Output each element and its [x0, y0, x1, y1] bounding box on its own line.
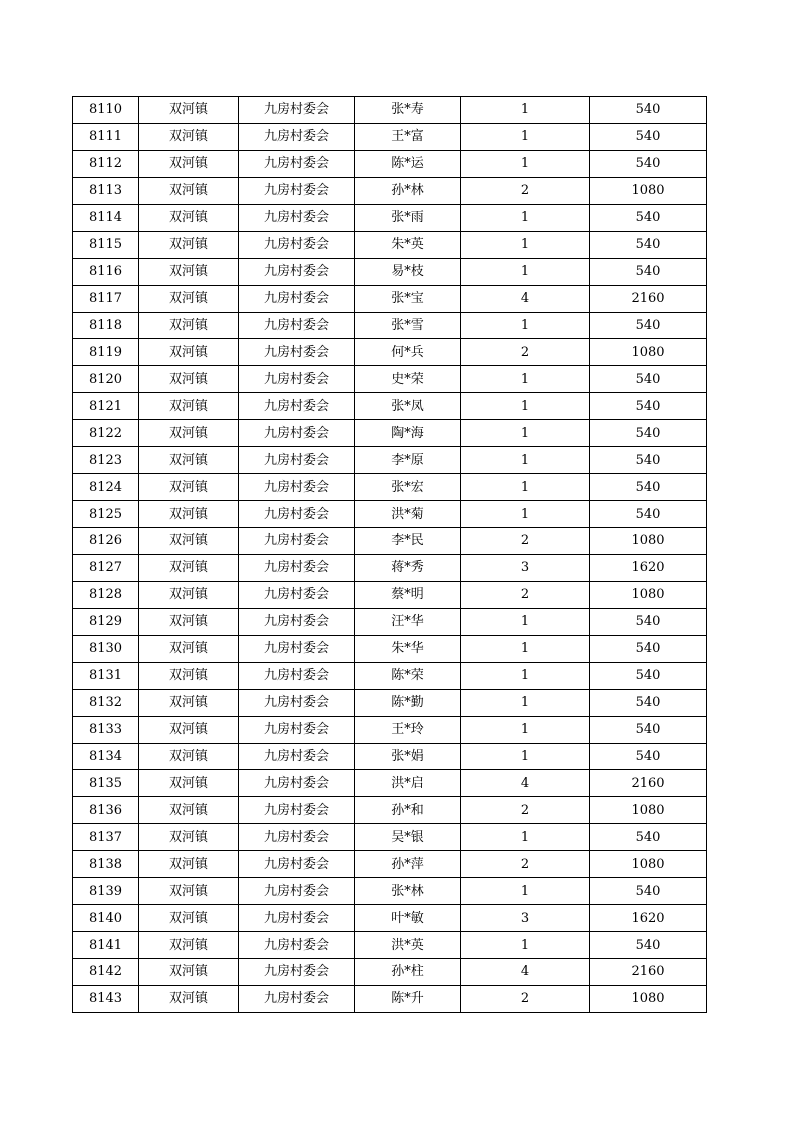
- person-name-cell: 孙*萍: [355, 851, 461, 878]
- row-number-cell: 8114: [73, 204, 139, 231]
- town-cell: 双河镇: [139, 797, 239, 824]
- amount-cell: 540: [590, 608, 707, 635]
- row-number-cell: 8117: [73, 285, 139, 312]
- person-name-cell: 史*荣: [355, 366, 461, 393]
- village-committee-cell: 九房村委会: [239, 743, 355, 770]
- town-cell: 双河镇: [139, 177, 239, 204]
- person-name-cell: 易*枝: [355, 258, 461, 285]
- person-name-cell: 李*原: [355, 447, 461, 474]
- amount-cell: 1080: [590, 339, 707, 366]
- person-name-cell: 王*富: [355, 123, 461, 150]
- table-row: [73, 985, 707, 1012]
- row-number-cell: 8110: [73, 97, 139, 124]
- person-name-cell: 蔡*明: [355, 581, 461, 608]
- household-count-cell: 1: [461, 258, 590, 285]
- row-number-cell: 8111: [73, 123, 139, 150]
- table-row: [73, 959, 707, 986]
- village-committee-cell: 九房村委会: [239, 689, 355, 716]
- table-row: [73, 339, 707, 366]
- row-number-cell: 8129: [73, 608, 139, 635]
- household-count-cell: 1: [461, 743, 590, 770]
- person-name-cell: 李*民: [355, 528, 461, 555]
- amount-cell: 540: [590, 932, 707, 959]
- household-count-cell: 1: [461, 878, 590, 905]
- amount-cell: 540: [590, 312, 707, 339]
- table-row: [73, 824, 707, 851]
- table-row: [73, 797, 707, 824]
- person-name-cell: 何*兵: [355, 339, 461, 366]
- town-cell: 双河镇: [139, 743, 239, 770]
- row-number-cell: 8127: [73, 554, 139, 581]
- table-row: [73, 420, 707, 447]
- town-cell: 双河镇: [139, 770, 239, 797]
- table-row: [73, 878, 707, 905]
- table-row: [73, 581, 707, 608]
- household-count-cell: 2: [461, 797, 590, 824]
- row-number-cell: 8137: [73, 824, 139, 851]
- table-row: [73, 123, 707, 150]
- row-number-cell: 8124: [73, 474, 139, 501]
- village-committee-cell: 九房村委会: [239, 662, 355, 689]
- table-row: [73, 97, 707, 124]
- household-count-cell: 1: [461, 420, 590, 447]
- row-number-cell: 8119: [73, 339, 139, 366]
- town-cell: 双河镇: [139, 824, 239, 851]
- table-row: [73, 204, 707, 231]
- person-name-cell: 蒋*秀: [355, 554, 461, 581]
- table-row: [73, 177, 707, 204]
- amount-cell: 1080: [590, 851, 707, 878]
- row-number-cell: 8139: [73, 878, 139, 905]
- row-number-cell: 8123: [73, 447, 139, 474]
- amount-cell: 540: [590, 716, 707, 743]
- household-count-cell: 2: [461, 177, 590, 204]
- village-committee-cell: 九房村委会: [239, 123, 355, 150]
- amount-cell: 2160: [590, 285, 707, 312]
- village-committee-cell: 九房村委会: [239, 393, 355, 420]
- row-number-cell: 8143: [73, 985, 139, 1012]
- village-committee-cell: 九房村委会: [239, 932, 355, 959]
- table-row: [73, 770, 707, 797]
- household-count-cell: 4: [461, 959, 590, 986]
- person-name-cell: 陈*升: [355, 985, 461, 1012]
- town-cell: 双河镇: [139, 716, 239, 743]
- row-number-cell: 8136: [73, 797, 139, 824]
- village-committee-cell: 九房村委会: [239, 177, 355, 204]
- amount-cell: 540: [590, 420, 707, 447]
- household-count-cell: 1: [461, 932, 590, 959]
- person-name-cell: 张*寿: [355, 97, 461, 124]
- person-name-cell: 张*娟: [355, 743, 461, 770]
- row-number-cell: 8115: [73, 231, 139, 258]
- household-count-cell: 1: [461, 716, 590, 743]
- table-row: [73, 608, 707, 635]
- village-committee-cell: 九房村委会: [239, 501, 355, 528]
- household-count-cell: 1: [461, 312, 590, 339]
- row-number-cell: 8134: [73, 743, 139, 770]
- household-count-cell: 1: [461, 501, 590, 528]
- person-name-cell: 孙*和: [355, 797, 461, 824]
- town-cell: 双河镇: [139, 501, 239, 528]
- amount-cell: 540: [590, 258, 707, 285]
- table-row: [73, 474, 707, 501]
- row-number-cell: 8125: [73, 501, 139, 528]
- village-committee-cell: 九房村委会: [239, 635, 355, 662]
- amount-cell: 540: [590, 474, 707, 501]
- row-number-cell: 8130: [73, 635, 139, 662]
- village-committee-cell: 九房村委会: [239, 420, 355, 447]
- person-name-cell: 张*林: [355, 878, 461, 905]
- village-committee-cell: 九房村委会: [239, 97, 355, 124]
- town-cell: 双河镇: [139, 905, 239, 932]
- amount-cell: 1080: [590, 528, 707, 555]
- town-cell: 双河镇: [139, 204, 239, 231]
- town-cell: 双河镇: [139, 932, 239, 959]
- town-cell: 双河镇: [139, 959, 239, 986]
- table-row: [73, 554, 707, 581]
- household-count-cell: 2: [461, 339, 590, 366]
- table-row: [73, 743, 707, 770]
- town-cell: 双河镇: [139, 662, 239, 689]
- row-number-cell: 8120: [73, 366, 139, 393]
- person-name-cell: 吴*银: [355, 824, 461, 851]
- household-count-cell: 2: [461, 851, 590, 878]
- amount-cell: 540: [590, 743, 707, 770]
- row-number-cell: 8140: [73, 905, 139, 932]
- amount-cell: 540: [590, 123, 707, 150]
- person-name-cell: 张*凤: [355, 393, 461, 420]
- town-cell: 双河镇: [139, 393, 239, 420]
- town-cell: 双河镇: [139, 339, 239, 366]
- village-committee-cell: 九房村委会: [239, 581, 355, 608]
- town-cell: 双河镇: [139, 123, 239, 150]
- town-cell: 双河镇: [139, 851, 239, 878]
- village-committee-cell: 九房村委会: [239, 474, 355, 501]
- amount-cell: 540: [590, 366, 707, 393]
- row-number-cell: 8141: [73, 932, 139, 959]
- person-name-cell: 孙*林: [355, 177, 461, 204]
- amount-cell: 540: [590, 150, 707, 177]
- roster-body: [73, 97, 707, 1013]
- village-committee-cell: 九房村委会: [239, 824, 355, 851]
- village-committee-cell: 九房村委会: [239, 985, 355, 1012]
- village-committee-cell: 九房村委会: [239, 905, 355, 932]
- household-count-cell: 4: [461, 285, 590, 312]
- amount-cell: 540: [590, 662, 707, 689]
- row-number-cell: 8118: [73, 312, 139, 339]
- amount-cell: 2160: [590, 959, 707, 986]
- household-count-cell: 2: [461, 528, 590, 555]
- household-count-cell: 1: [461, 824, 590, 851]
- row-number-cell: 8122: [73, 420, 139, 447]
- person-name-cell: 张*宝: [355, 285, 461, 312]
- amount-cell: 540: [590, 501, 707, 528]
- household-count-cell: 1: [461, 608, 590, 635]
- town-cell: 双河镇: [139, 97, 239, 124]
- village-committee-cell: 九房村委会: [239, 312, 355, 339]
- village-committee-cell: 九房村委会: [239, 231, 355, 258]
- person-name-cell: 叶*敏: [355, 905, 461, 932]
- row-number-cell: 8126: [73, 528, 139, 555]
- amount-cell: 540: [590, 689, 707, 716]
- household-count-cell: 1: [461, 474, 590, 501]
- town-cell: 双河镇: [139, 608, 239, 635]
- amount-cell: 1080: [590, 581, 707, 608]
- household-count-cell: 1: [461, 393, 590, 420]
- person-name-cell: 朱*华: [355, 635, 461, 662]
- household-count-cell: 3: [461, 554, 590, 581]
- amount-cell: 540: [590, 393, 707, 420]
- table-row: [73, 231, 707, 258]
- town-cell: 双河镇: [139, 447, 239, 474]
- amount-cell: 540: [590, 878, 707, 905]
- row-number-cell: 8116: [73, 258, 139, 285]
- table-row: [73, 258, 707, 285]
- household-count-cell: 1: [461, 662, 590, 689]
- town-cell: 双河镇: [139, 474, 239, 501]
- row-number-cell: 8135: [73, 770, 139, 797]
- table-row: [73, 447, 707, 474]
- village-committee-cell: 九房村委会: [239, 716, 355, 743]
- town-cell: 双河镇: [139, 366, 239, 393]
- row-number-cell: 8132: [73, 689, 139, 716]
- person-name-cell: 陈*荣: [355, 662, 461, 689]
- town-cell: 双河镇: [139, 285, 239, 312]
- household-count-cell: 1: [461, 97, 590, 124]
- household-count-cell: 3: [461, 905, 590, 932]
- person-name-cell: 孙*柱: [355, 959, 461, 986]
- village-committee-cell: 九房村委会: [239, 770, 355, 797]
- town-cell: 双河镇: [139, 878, 239, 905]
- village-committee-cell: 九房村委会: [239, 339, 355, 366]
- person-name-cell: 张*雨: [355, 204, 461, 231]
- village-committee-cell: 九房村委会: [239, 851, 355, 878]
- amount-cell: 1620: [590, 905, 707, 932]
- table-row: [73, 932, 707, 959]
- row-number-cell: 8133: [73, 716, 139, 743]
- village-committee-cell: 九房村委会: [239, 528, 355, 555]
- amount-cell: 540: [590, 635, 707, 662]
- table-row: [73, 501, 707, 528]
- village-committee-cell: 九房村委会: [239, 204, 355, 231]
- town-cell: 双河镇: [139, 258, 239, 285]
- row-number-cell: 8128: [73, 581, 139, 608]
- household-count-cell: 1: [461, 635, 590, 662]
- village-committee-cell: 九房村委会: [239, 878, 355, 905]
- household-count-cell: 4: [461, 770, 590, 797]
- household-count-cell: 1: [461, 231, 590, 258]
- amount-cell: 540: [590, 231, 707, 258]
- table-row: [73, 366, 707, 393]
- household-count-cell: 2: [461, 985, 590, 1012]
- village-committee-cell: 九房村委会: [239, 258, 355, 285]
- table-row: [73, 312, 707, 339]
- town-cell: 双河镇: [139, 689, 239, 716]
- person-name-cell: 王*玲: [355, 716, 461, 743]
- person-name-cell: 洪*菊: [355, 501, 461, 528]
- amount-cell: 2160: [590, 770, 707, 797]
- town-cell: 双河镇: [139, 150, 239, 177]
- person-name-cell: 陶*海: [355, 420, 461, 447]
- row-number-cell: 8112: [73, 150, 139, 177]
- town-cell: 双河镇: [139, 528, 239, 555]
- table-row: [73, 285, 707, 312]
- household-count-cell: 1: [461, 150, 590, 177]
- village-committee-cell: 九房村委会: [239, 554, 355, 581]
- table-row: [73, 635, 707, 662]
- table-row: [73, 689, 707, 716]
- person-name-cell: 洪*英: [355, 932, 461, 959]
- table-row: [73, 905, 707, 932]
- amount-cell: 540: [590, 824, 707, 851]
- town-cell: 双河镇: [139, 231, 239, 258]
- town-cell: 双河镇: [139, 581, 239, 608]
- town-cell: 双河镇: [139, 635, 239, 662]
- household-count-cell: 2: [461, 581, 590, 608]
- household-count-cell: 1: [461, 447, 590, 474]
- person-name-cell: 陈*运: [355, 150, 461, 177]
- amount-cell: 1620: [590, 554, 707, 581]
- person-name-cell: 朱*英: [355, 231, 461, 258]
- table-row: [73, 528, 707, 555]
- household-count-cell: 1: [461, 123, 590, 150]
- table-row: [73, 393, 707, 420]
- village-committee-cell: 九房村委会: [239, 447, 355, 474]
- amount-cell: 1080: [590, 985, 707, 1012]
- person-name-cell: 陈*勤: [355, 689, 461, 716]
- person-name-cell: 张*宏: [355, 474, 461, 501]
- row-number-cell: 8138: [73, 851, 139, 878]
- person-name-cell: 汪*华: [355, 608, 461, 635]
- town-cell: 双河镇: [139, 420, 239, 447]
- village-committee-cell: 九房村委会: [239, 797, 355, 824]
- amount-cell: 1080: [590, 797, 707, 824]
- amount-cell: 540: [590, 204, 707, 231]
- person-name-cell: 洪*启: [355, 770, 461, 797]
- village-committee-cell: 九房村委会: [239, 285, 355, 312]
- table-row: [73, 150, 707, 177]
- roster-table: [72, 96, 707, 1013]
- town-cell: 双河镇: [139, 312, 239, 339]
- table-row: [73, 851, 707, 878]
- table-row: [73, 662, 707, 689]
- household-count-cell: 1: [461, 204, 590, 231]
- row-number-cell: 8121: [73, 393, 139, 420]
- table-row: [73, 716, 707, 743]
- amount-cell: 1080: [590, 177, 707, 204]
- row-number-cell: 8131: [73, 662, 139, 689]
- amount-cell: 540: [590, 447, 707, 474]
- row-number-cell: 8142: [73, 959, 139, 986]
- town-cell: 双河镇: [139, 985, 239, 1012]
- person-name-cell: 张*雪: [355, 312, 461, 339]
- household-count-cell: 1: [461, 689, 590, 716]
- row-number-cell: 8113: [73, 177, 139, 204]
- town-cell: 双河镇: [139, 554, 239, 581]
- village-committee-cell: 九房村委会: [239, 150, 355, 177]
- household-count-cell: 1: [461, 366, 590, 393]
- amount-cell: 540: [590, 97, 707, 124]
- village-committee-cell: 九房村委会: [239, 366, 355, 393]
- village-committee-cell: 九房村委会: [239, 608, 355, 635]
- village-committee-cell: 九房村委会: [239, 959, 355, 986]
